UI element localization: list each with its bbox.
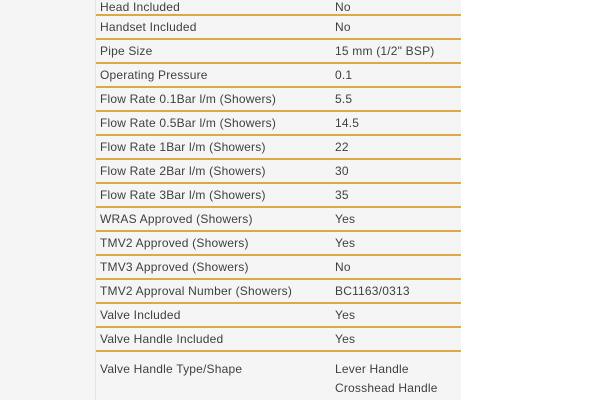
spec-value: No [335,19,351,34]
spec-value-multiline [335,360,438,398]
table-row [96,208,461,232]
spec-label: TMV2 Approved (Showers) [100,235,249,250]
product-specification-table [96,0,461,400]
table-row [96,0,461,16]
spec-label: Pipe Size [100,43,153,58]
spec-value: Yes [335,331,356,346]
table-row [96,280,461,304]
table-row [96,328,461,352]
spec-value: 15 mm (1/2" BSP) [335,43,435,58]
spec-label: Handset Included [100,19,197,34]
table-row [96,88,461,112]
spec-label: Operating Pressure [100,67,208,82]
spec-label: Flow Rate 3Bar l/m (Showers) [100,187,266,202]
table-row [96,16,461,40]
table-row [96,40,461,64]
spec-value-line: Crosshead Handle [335,381,438,395]
table-row [96,184,461,208]
spec-label: Valve Handle Included [100,331,224,346]
spec-value: 30 [335,163,349,178]
table-row [96,136,461,160]
spec-value: 35 [335,187,349,202]
spec-value: No [335,0,351,14]
table-row [96,160,461,184]
table-row [96,304,461,328]
spec-label: Flow Rate 2Bar l/m (Showers) [100,163,266,178]
spec-label: Flow Rate 0.5Bar l/m (Showers) [100,115,277,130]
table-row [96,352,461,400]
spec-value: 5.5 [335,91,353,106]
spec-value: No [335,259,351,274]
spec-label: Valve Handle Type/Shape [100,362,243,376]
spec-label: TMV3 Approved (Showers) [100,259,249,274]
spec-label: Flow Rate 1Bar l/m (Showers) [100,139,266,154]
spec-value: 22 [335,139,349,154]
spec-value: 0.1 [335,67,353,82]
spec-value-line: Lever Handle [335,362,409,376]
spec-value: 14.5 [335,115,360,130]
spec-value: Yes [335,235,356,250]
spec-value: BC1163/0313 [335,283,410,298]
table-row [96,256,461,280]
table-row [96,64,461,88]
spec-value: Yes [335,211,356,226]
table-row [96,112,461,136]
spec-label: TMV2 Approval Number (Showers) [100,283,293,298]
table-row [96,232,461,256]
spec-label: Head Included [100,0,180,14]
spec-label: Flow Rate 0.1Bar l/m (Showers) [100,91,277,106]
spec-value: Yes [335,307,356,322]
spec-label: Valve Included [100,307,181,322]
spec-label: WRAS Approved (Showers) [100,211,253,226]
